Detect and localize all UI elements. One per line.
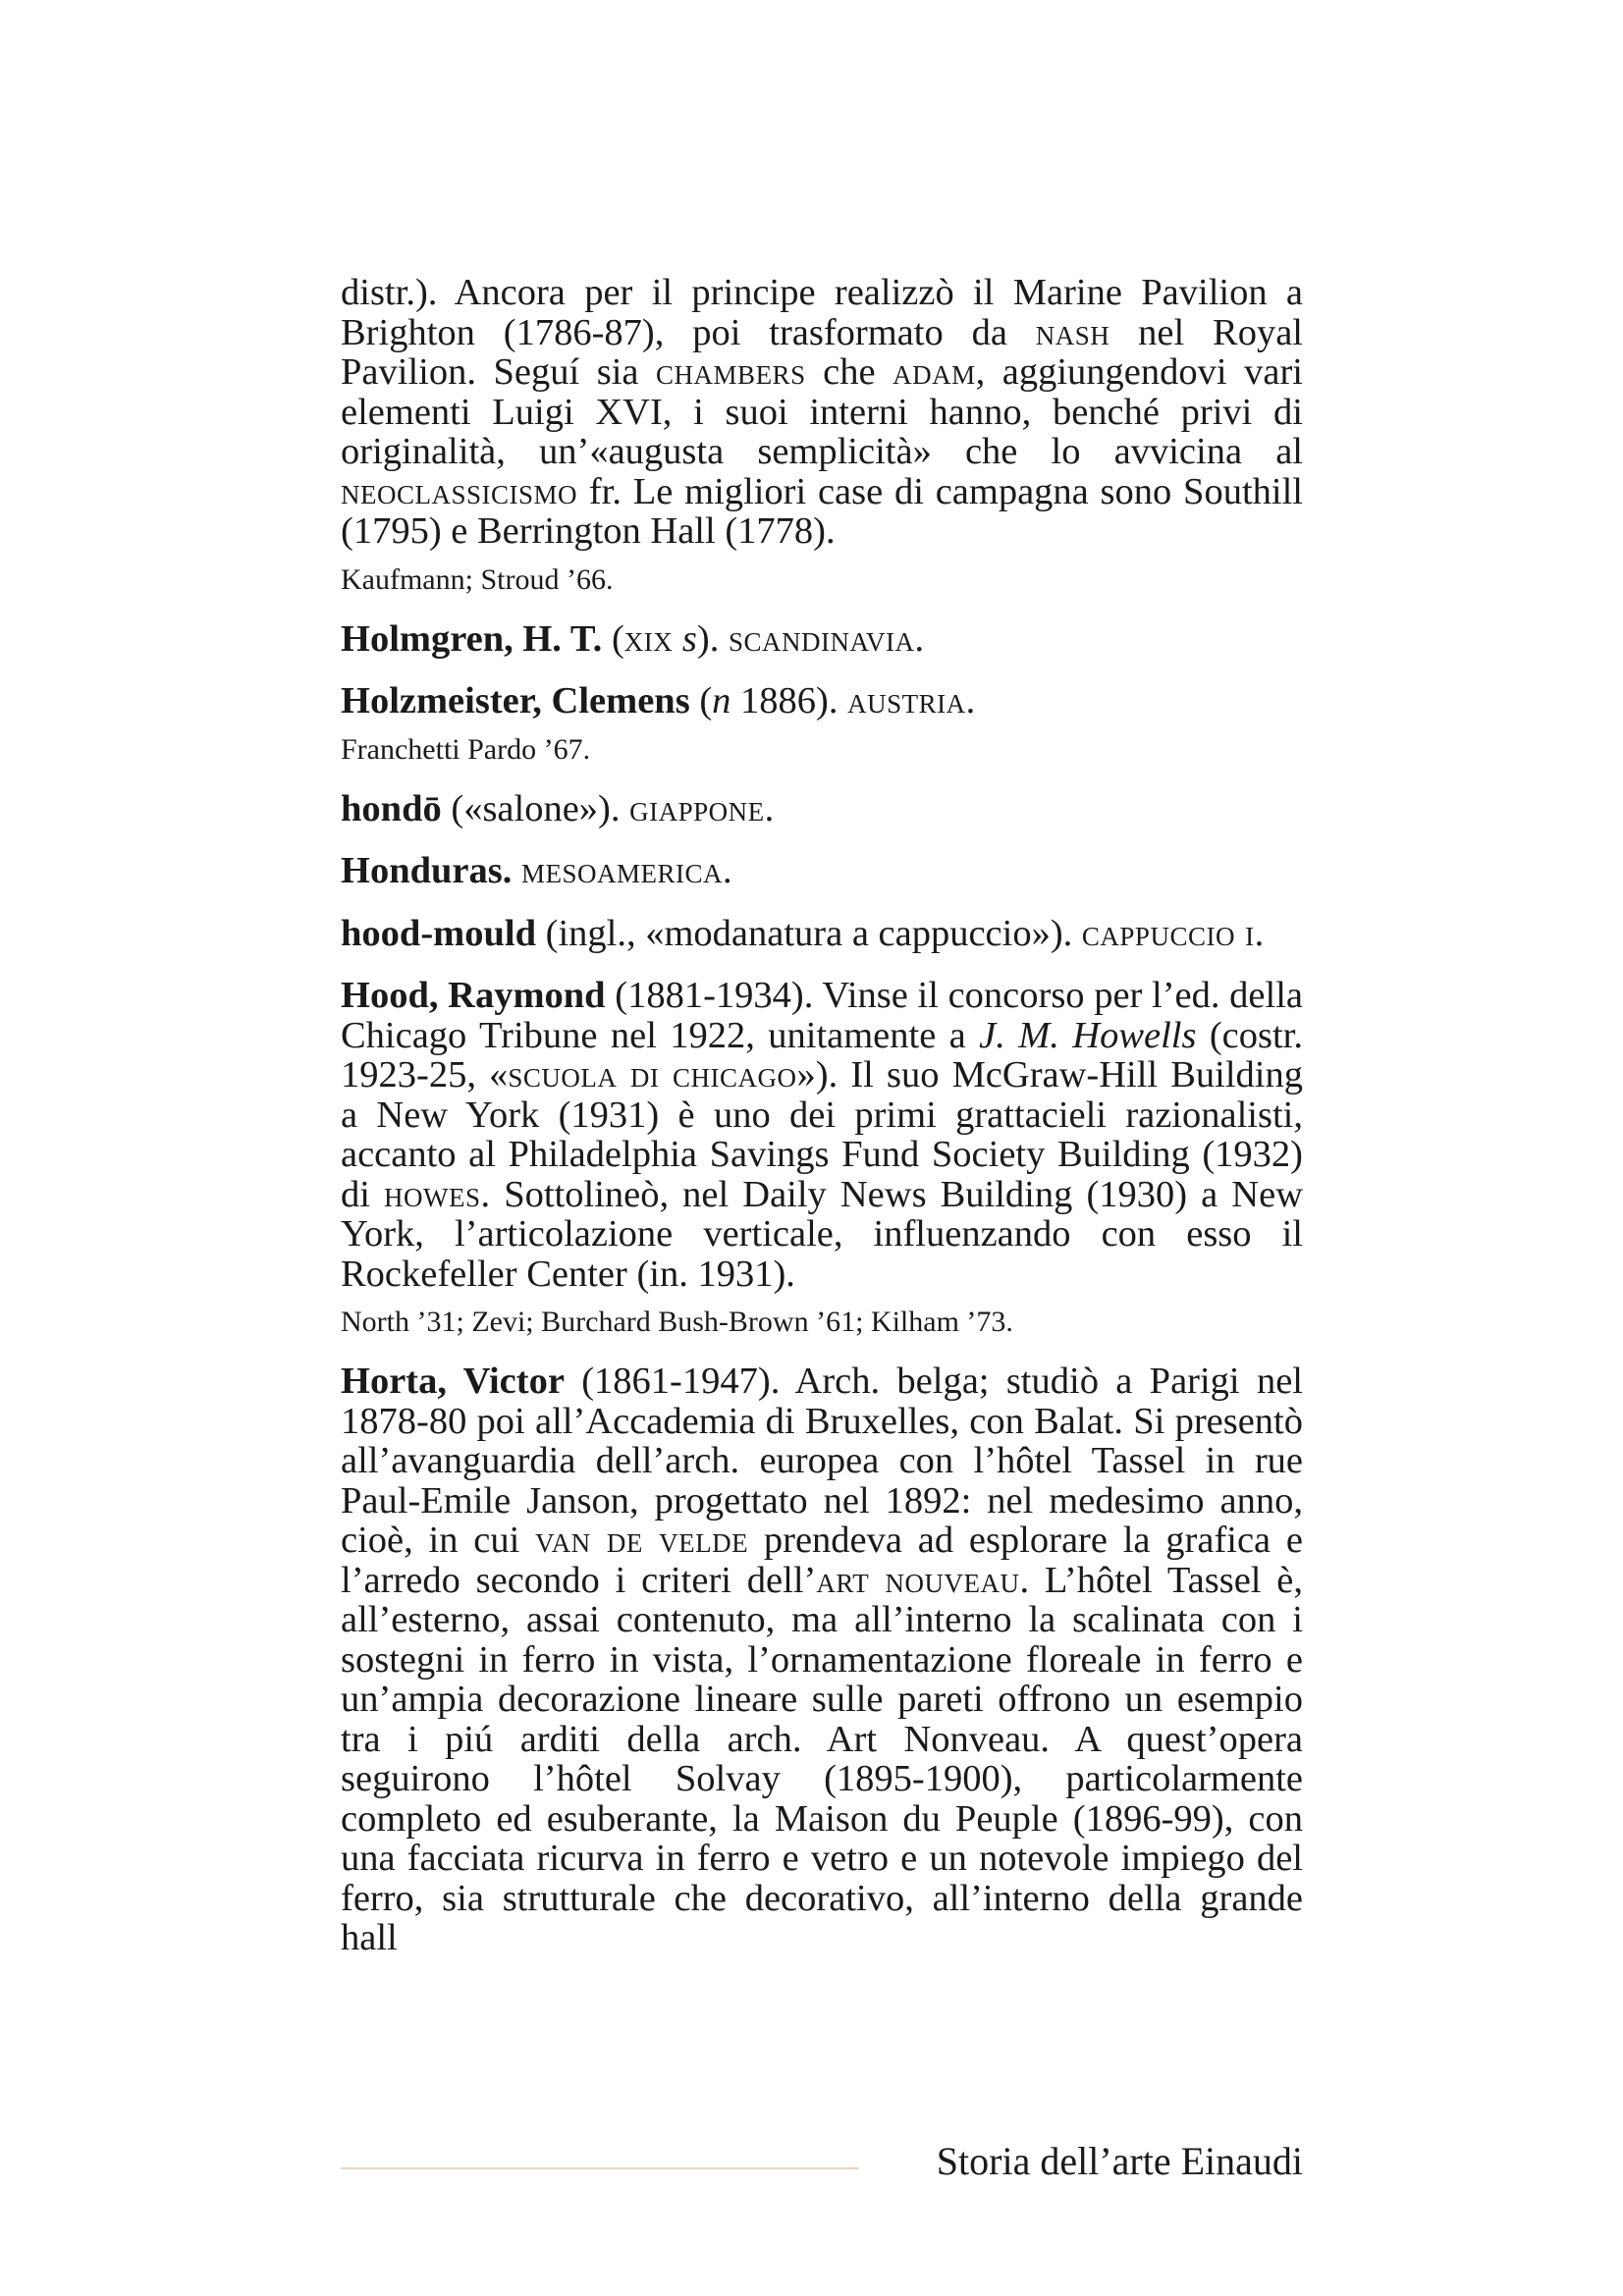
entry-text (673, 618, 682, 660)
entry-text: »). Il suo McGraw-Hill Building a New York (1931) è uno dei primi grattacieli razionalisti, accanto al Philadelphia Savings Fund Society Building (1932) di (341, 1054, 1303, 1215)
entry-text (512, 850, 521, 891)
cross-reference: xix (623, 617, 674, 660)
entry-text: nel Royal Pavilion. Seguí sia (341, 311, 1303, 393)
entry-text: (1861-1947). Arch. belga; studiò a Parigi nel 1878-80 poi all’Accademia di Bruxelles, con Balat. Si presentò all’avanguardia dell’arch. europea con l’hôtel Tassel in rue Paul-Emile Janson, progettato nel 1892: nel medesimo anno, cioè, in cui (341, 1361, 1303, 1561)
entry-text: fr. Le migliori case di campagna sono Southill (1795) e Berrington Hall (1778). (341, 470, 1303, 552)
entry-headword: Honduras. (341, 850, 513, 891)
footer-rule (341, 2167, 859, 2169)
entry-text: . (723, 850, 732, 891)
page-footer (341, 2138, 1303, 2187)
entry-text: (1881-1934). Vinse il concorso per l’ed. della Chicago Tribune nel 1922, unitamente a (341, 975, 1304, 1056)
entry-text: che (805, 351, 893, 393)
entry-text: . L’hôtel Tassel è, all’esterno, assai contenuto, ma all’interno la scalinata con i sostegni in ferro in vista, l’ornamentazione floreale in ferro e un’ampia decorazione lineare sulle pareti offrono un esempio tra i piú arditi della arch. Art Nonveau. A quest’opera seguirono l’hôtel Solvay (1895-1900), particolarmente completo ed esuberante, la Maison du Peuple (1896-99), con una facciata ricurva in ferro e vetro e un notevole impiego del ferro, sia strutturale che decorativo, all’interno della grande hall (341, 1559, 1303, 1958)
cross-reference: neoclassicismo (341, 470, 578, 512)
cross-reference: cappuccio i (1081, 912, 1255, 954)
dictionary-entry (341, 914, 1303, 954)
cross-reference: austria (847, 680, 966, 721)
cross-reference: mesoamerica (521, 850, 724, 891)
entry-text: . Sottolineò, nel Daily News Building (1930) a New York, l’articolazione verticale, influenzando con esso il Rockefeller Center (in. 1931). (341, 1173, 1303, 1295)
entry-text: . (914, 617, 925, 660)
cross-reference: art nouveau (816, 1559, 1020, 1601)
entry-headword: hood-mould (341, 912, 536, 954)
italic-text: n (712, 680, 731, 721)
dictionary-entry (341, 851, 1303, 891)
dictionary-entry (341, 681, 1303, 721)
entry-text: ( (689, 680, 713, 721)
cross-reference: van de velde (535, 1520, 749, 1561)
entry-headword: Holmgren, H. T. (341, 617, 603, 660)
entry-text: ). (696, 617, 729, 660)
cross-reference: giappone (629, 787, 765, 829)
entry-text: ( (602, 617, 624, 660)
italic-text: J. M. Howells (979, 1014, 1197, 1056)
entry-text: («salone»). (441, 787, 630, 829)
dictionary-entry (341, 619, 1303, 660)
entry-text: . (965, 680, 976, 721)
entry-headword: Hood, Raymond (341, 975, 606, 1016)
entry-text: , aggiungendovi vari elementi Luigi XVI, i suoi interni hanno, benché privi di originalità, un’«augusta semplicità» che lo avvicina al (341, 351, 1303, 472)
entry-headword: hondō (341, 787, 442, 829)
italic-text: s (681, 617, 697, 660)
entry-text: distr.). Ancora per il principe realizzò il Marine Pavilion a Brighton (1786-87), poi trasformato da (341, 272, 1303, 353)
footer-title: Storia dell’arte Einaudi (936, 2139, 1303, 2183)
entry-bibliography: Franchetti Pardo ’67. (341, 732, 591, 766)
cross-reference: nash (1035, 311, 1110, 353)
cross-reference: scuola di chicago (508, 1054, 797, 1095)
entry-text: . (1254, 912, 1265, 954)
entry-headword: Horta, Victor (341, 1361, 565, 1402)
entry-headword: Holzmeister, Clemens (341, 680, 690, 721)
dictionary-entry (341, 273, 1303, 552)
cross-reference: howes (384, 1173, 481, 1215)
cross-reference: scandinavia (728, 617, 915, 660)
entry-bibliography: North ’31; Zevi; Burchard Bush-Brown ’61; Kilham ’73. (341, 1306, 1013, 1338)
dictionary-entry (341, 789, 1303, 829)
dictionary-entry (341, 976, 1303, 1294)
entry-bibliography: Kaufmann; Stroud ’66. (341, 562, 614, 596)
cross-reference: chambers (656, 351, 806, 393)
dictionary-column (341, 273, 1303, 1958)
entry-text: (ingl., «modanatura a cappuccio»). (536, 912, 1082, 954)
entry-text: 1886). (730, 680, 848, 721)
dictionary-entry (341, 1362, 1303, 1958)
cross-reference: adam (893, 351, 976, 393)
entry-text: . (764, 787, 775, 829)
entry-text: prendeva ad esplorare la grafica e l’arredo secondo i criteri dell’ (341, 1520, 1304, 1601)
entry-text: (costr. 1923-25, « (341, 1014, 1303, 1095)
